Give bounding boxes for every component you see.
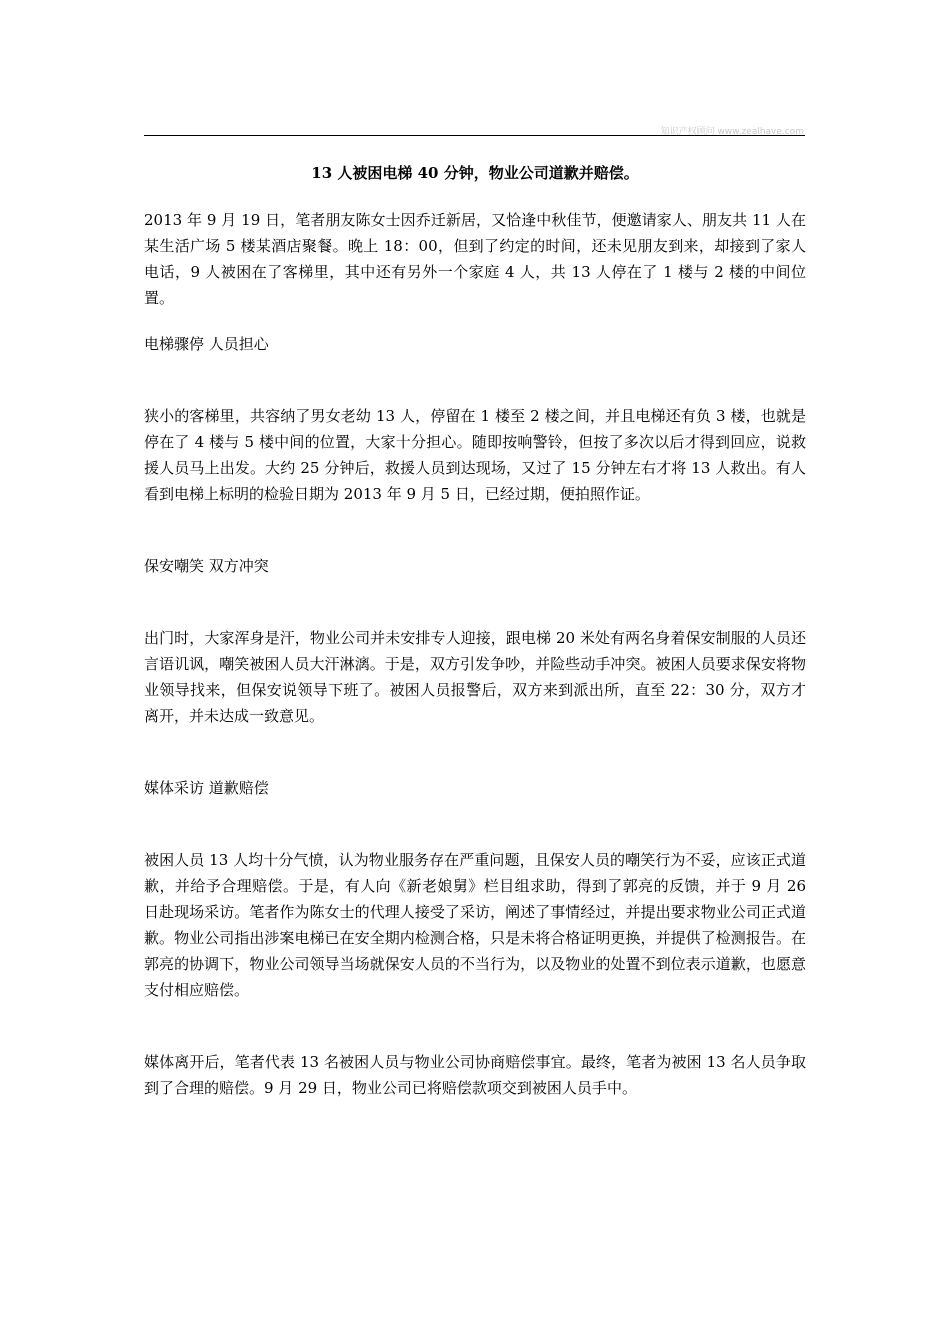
- paragraph-media-apology: 被困人员 13 人均十分气愤，认为物业服务存在严重问题，且保安人员的嘲笑行为不妥，应该正式道歉，并给予合理赔偿。于是，有人向《新老娘舅》栏目组求助，得到了郭亮的反馈，并于 9 月 26 日赴现场采访。笔者作为陈女士的代理人接受了采访，阐述了事情经过，并提出要求物业公司正式道歉。物业公司指出涉案电梯已在安全期内检测合格，只是未将合格证明更换，并提供了检测报告。在郭亮的协调下，物业公司领导当场就保安人员的不当行为，以及物业的处置不到位表示道歉，也愿意支付相应赔偿。: [144, 851, 806, 999]
- article-body: [144, 160, 806, 1101]
- header-watermark: 知识产权顾问 www.zealhave.com: [660, 127, 804, 137]
- paragraph-elevator-stop: 狭小的客梯里，共容纳了男女老幼 13 人，停留在 1 楼至 2 楼之间，并且电梯还有负 3 楼，也就是停在了 4 楼与 5 楼中间的位置，大家十分担心。随即按响警铃，但按了多次以后才得到回应，说救援人员马上出发。大约 25 分钟后，救援人员到达现场，又过了 15 分钟左右才将 13 人救出。有人看到电梯上标明的检验日期为 2013 年 9 月 5 日，已经过期，便拍照作证。: [144, 407, 806, 503]
- section-heading-elevator-stop: 电梯骤停 人员担心: [144, 335, 269, 353]
- section-heading-security-conflict: 保安嘲笑 双方冲突: [144, 557, 269, 575]
- header-rule: [144, 135, 805, 136]
- section-heading-media-apology: 媒体采访 道歉赔偿: [144, 779, 269, 797]
- article-title: 13 人被困电梯 40 分钟，物业公司道歉并赔偿。: [311, 164, 639, 182]
- paragraph-conclusion: 媒体离开后，笔者代表 13 名被困人员与物业公司协商赔偿事宜。最终，笔者为被困 13 名人员争取到了合理的赔偿。9 月 29 日，物业公司已将赔偿款项交到被困人员手中。: [144, 1053, 806, 1097]
- paragraph-security-conflict: 出门时，大家浑身是汗，物业公司并未安排专人迎接，跟电梯 20 米处有两名身着保安制服的人员还言语讥讽，嘲笑被困人员大汗淋漓。于是，双方引发争吵，并险些动手冲突。被困人员要求保安将物业领导找来，但保安说领导下班了。被困人员报警后，双方来到派出所，直至 22：30 分，双方才离开，并未达成一致意见。: [144, 629, 806, 725]
- paragraph-intro: 2013 年 9 月 19 日，笔者朋友陈女士因乔迁新居，又恰逢中秋佳节，便邀请家人、朋友共 11 人在某生活广场 5 楼某酒店聚餐。晚上 18：00，但到了约定的时间，还未见朋友到来，却接到了家人电话，9 人被困在了客梯里，其中还有另外一个家庭 4 人，共 13 人停在了 1 楼与 2 楼的中间位置。: [144, 211, 806, 307]
